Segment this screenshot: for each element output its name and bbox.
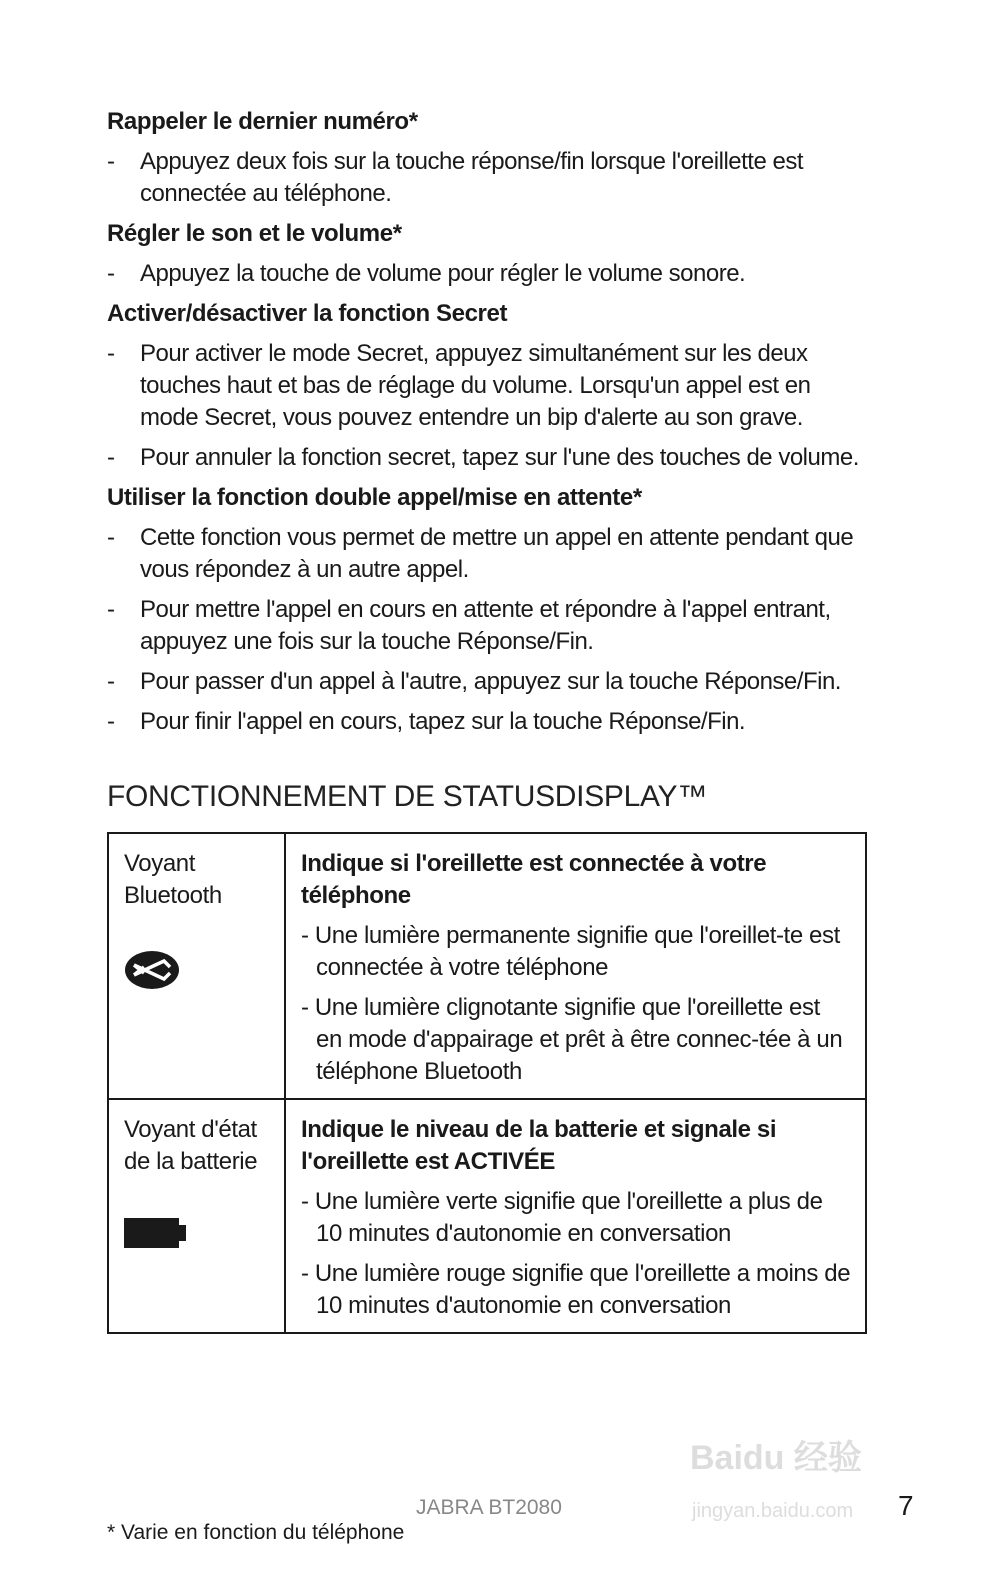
footnote: * Varie en fonction du téléphone	[107, 1521, 405, 1544]
table-row	[108, 833, 866, 1099]
row-title: Indique si l'oreillette est connectée à votre téléphone	[301, 850, 767, 909]
list-item	[107, 146, 867, 210]
table-row	[108, 1099, 866, 1333]
row-bullet: - Une lumière rouge signifie que l'oreillette a moins de 10 minutes d'autonomie en conversation	[301, 1260, 851, 1319]
section	[107, 218, 867, 290]
dash: -	[107, 340, 115, 367]
row-label: Voyant d'état de la batterie	[124, 1116, 258, 1175]
list-item	[107, 522, 867, 586]
row-bullet: - Une lumière clignotante signifie que l'oreillette est en mode d'appairage et prêt à être connec-tée à un téléphone Bluetooth	[301, 994, 843, 1085]
dash: -	[107, 260, 115, 287]
list-item-text: Appuyez la touche de volume pour régler le volume sonore.	[140, 260, 746, 287]
list-item	[107, 594, 867, 658]
dash: -	[107, 708, 115, 735]
section	[107, 298, 867, 474]
bullet-list	[107, 338, 867, 474]
row-label: Voyant Bluetooth	[124, 850, 222, 909]
row-bullet: - Une lumière permanente signifie que l'oreillet-te est connectée à votre téléphone	[301, 922, 840, 981]
page-number: 7	[898, 1490, 914, 1521]
battery-icon	[124, 1216, 276, 1259]
list-item	[107, 666, 867, 698]
section-title: Régler le son et le volume*	[107, 220, 402, 247]
row-title: Indique le niveau de la batterie et signale si l'oreillette est ACTIVÉE	[301, 1116, 777, 1175]
bullet-list	[107, 522, 867, 738]
document-body	[107, 106, 867, 1334]
watermark-url: jingyan.baidu.com	[692, 1500, 854, 1522]
list-item	[107, 338, 867, 434]
label-cell	[108, 833, 285, 1099]
description-cell	[285, 833, 866, 1099]
dash: -	[107, 524, 115, 551]
watermark-logo: Baidu 经验	[690, 1439, 862, 1477]
section-title: Rappeler le dernier numéro*	[107, 108, 418, 135]
dash: -	[107, 596, 115, 623]
section-title: Activer/désactiver la fonction Secret	[107, 300, 508, 327]
bluetooth-icon	[124, 950, 276, 999]
list-item	[107, 706, 867, 738]
list-item	[107, 442, 867, 474]
dash: -	[107, 668, 115, 695]
status-table	[107, 832, 867, 1334]
list-item-text: Pour passer d'un appel à l'autre, appuyez sur la touche Réponse/Fin.	[140, 668, 841, 695]
dash: -	[107, 148, 115, 175]
footer-model: JABRA BT2080	[416, 1496, 562, 1519]
description-cell	[285, 1099, 866, 1333]
bullet-list	[107, 258, 867, 290]
row-bullet: - Une lumière verte signifie que l'oreillette a plus de 10 minutes d'autonomie en conversation	[301, 1188, 823, 1247]
dash: -	[107, 444, 115, 471]
list-item-text: Pour finir l'appel en cours, tapez sur la touche Réponse/Fin.	[140, 708, 746, 735]
section	[107, 106, 867, 210]
list-item-text: Pour annuler la fonction secret, tapez sur l'une des touches de volume.	[140, 444, 859, 471]
list-item-text: Pour activer le mode Secret, appuyez simultanément sur les deux touches haut et bas de réglage du volume. Lorsqu'un appel est en mode Secret, vous pouvez entendre un bip d'alerte au son grave.	[140, 340, 811, 431]
list-item-text: Pour mettre l'appel en cours en attente et répondre à l'appel entrant, appuyez une fois sur la touche Réponse/Fin.	[140, 596, 831, 655]
label-cell	[108, 1099, 285, 1333]
bullet-list	[107, 146, 867, 210]
status-heading: FONCTIONNEMENT DE STATUSDISPLAY™	[107, 780, 707, 813]
section	[107, 482, 867, 738]
list-item-text: Appuyez deux fois sur la touche réponse/fin lorsque l'oreillette est connectée au téléphone.	[140, 148, 803, 207]
list-item-text: Cette fonction vous permet de mettre un appel en attente pendant que vous répondez à un autre appel.	[140, 524, 854, 583]
list-item	[107, 258, 867, 290]
section-title: Utiliser la fonction double appel/mise en attente*	[107, 484, 642, 511]
